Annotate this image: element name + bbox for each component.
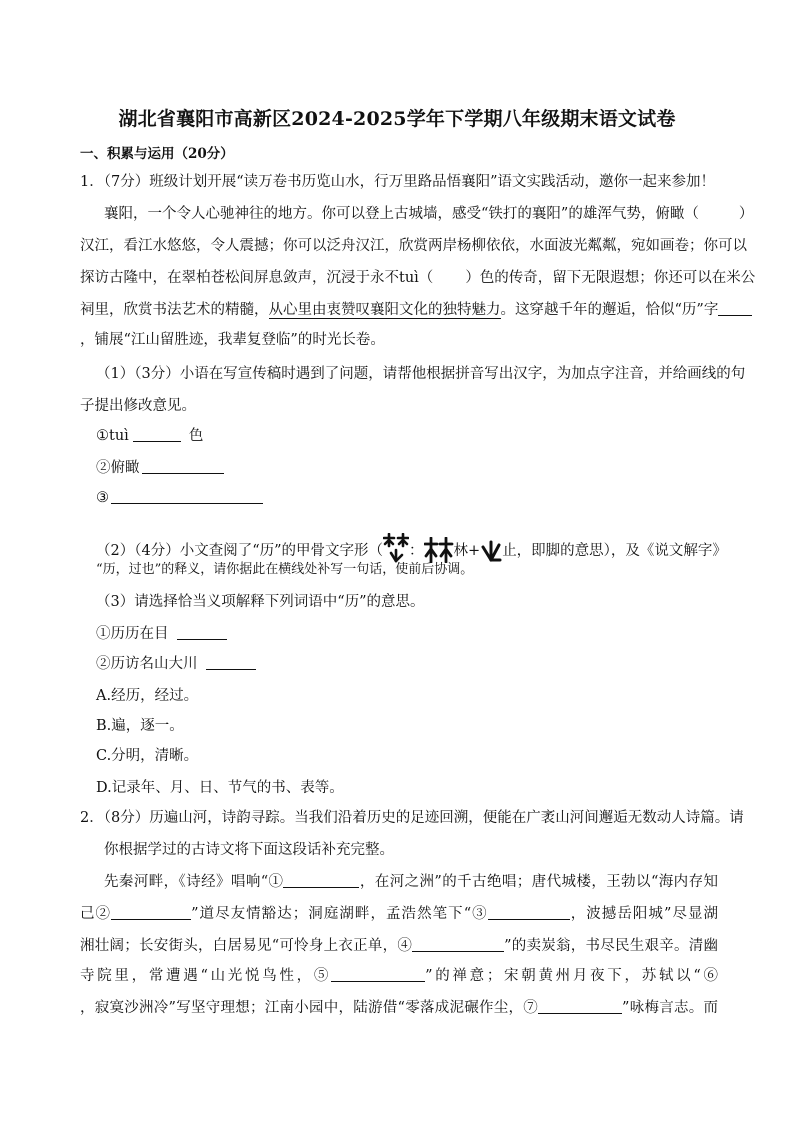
poem-text: 己②: [80, 906, 112, 922]
option-b: B.遍，逐一。: [96, 718, 184, 734]
question-2-header-cont: 你根据学过的古诗文将下面这段话补充完整。: [104, 842, 394, 858]
subquestion-1: （1）（3分）小语在写宣传稿时遇到了问题，请帮他根据拼音写出汉字，为加点字注音，并给画线的句: [96, 366, 746, 382]
subquestion-3: （3）请选择恰当义项解释下列词语中“历”的意思。: [96, 594, 425, 610]
poem-text: ”的卖炭翁，书尽民生艰辛。清幽: [504, 938, 718, 954]
answer-blank[interactable]: [111, 488, 263, 504]
passage-text: 探访古隆中，在翠柏苍松间屏息敛声，沉浸于永不tuì（: [80, 270, 434, 286]
poem-blank-1[interactable]: [283, 872, 359, 888]
subquestion-text: 止，即脚的意思），及《说文解字》: [502, 543, 727, 559]
poem-line-4: [80, 966, 718, 986]
question-2-header: 2．（8分）历遍山河，诗韵寻踪。当我们沿着历史的足迹回溯，便能在广袤山河间邂逅无数动人诗篇。请: [80, 810, 744, 826]
underlined-sentence: 从心里由衷赞叹襄阳文化的独特魅力: [268, 302, 501, 318]
poem-text: 先秦河畔，《诗经》唱响“①: [104, 874, 284, 890]
option-a: A.经历，经过。: [96, 688, 199, 704]
word-label: ①历历在目: [96, 626, 169, 642]
answer-item-2: [96, 458, 224, 478]
question-1-header: 1．（7分）班级计划开展“读万卷书历览山水，行万里路品悟襄阳”语文实践活动，邀你一起来参加！: [80, 174, 716, 190]
subquestion-2-cont: “历，过也”的释义，请你据此在横线处补写一句话，使前后协调。: [96, 562, 474, 577]
subquestion-text: ：: [409, 543, 424, 559]
option-c: C.分明，清晰。: [96, 748, 199, 764]
item-label: 色: [188, 428, 204, 444]
answer-blank[interactable]: [142, 458, 224, 474]
passage-text: 祠里，欣赏书法艺术的精髓，: [80, 302, 269, 318]
poem-text: ”道尽友情豁达；洞庭湖畔，孟浩然笔下“③: [191, 906, 488, 922]
passage-line-5: ，铺展“江山留胜迹，我辈复登临”的时光长卷。: [80, 332, 385, 348]
poem-line-1: [104, 872, 718, 892]
poem-text: 寺院里，常遭遇“山光悦鸟性，⑤: [80, 968, 332, 984]
answer-item-1: [96, 426, 203, 446]
subquestion-1-cont: 子提出修改意见。: [80, 398, 196, 414]
poem-text: ”咏梅言志。而: [622, 1000, 718, 1016]
answer-blank[interactable]: [133, 426, 181, 442]
poem-line-3: [80, 936, 718, 956]
word-label: ②历访名山大川: [96, 656, 198, 672]
passage-text: ）: [738, 206, 754, 222]
word-item-1: [96, 624, 227, 644]
poem-blank-4[interactable]: [412, 936, 504, 952]
passage-text: 襄阳，一个令人心驰神往的地方。你可以登上古城墙，感受“铁打的襄阳”的雄浑气势，俯瞰（: [104, 206, 699, 222]
poem-text: ，寂寞沙洲冷”写坚守理想；江南小园中，陆游借“零落成泥碾作尘，⑦: [80, 1000, 539, 1016]
passage-line-1: [104, 204, 754, 224]
poem-text: ，波撼岳阳城”尽显湖: [569, 906, 718, 922]
passage-line-4: [80, 300, 752, 320]
passage-line-2: 汉江，看江水悠悠，令人震撼；你可以泛舟汉江，欣赏两岸杨柳依依，水面波光粼粼，宛如画卷；你可以: [80, 238, 747, 254]
poem-text: ，在河之洲”的千古绝唱；唐代城楼，王勃以“海内存知: [359, 874, 718, 890]
answer-item-3: [96, 488, 263, 508]
section-heading: 一、积累与运用（20分）: [80, 146, 234, 162]
word-item-2: [96, 654, 256, 674]
poem-line-2: [80, 904, 718, 924]
passage-line-3: [80, 268, 756, 288]
subquestion-text: （2）（4分）小文查阅了“历”的甲骨文字形（: [96, 543, 384, 559]
item-label: ③: [96, 490, 109, 506]
poem-blank-5[interactable]: [331, 966, 425, 982]
poem-line-5: [80, 998, 718, 1018]
answer-blank[interactable]: [206, 654, 256, 670]
item-label: ①tuì: [96, 428, 129, 444]
poem-blank-7[interactable]: [538, 998, 622, 1014]
passage-text: 。这穿越千年的邂逅，恰似“历”字: [500, 302, 719, 318]
option-d: D.记录年、月、日、节气的书、表等。: [96, 780, 344, 796]
poem-text: ”的禅意；宋朝黄州月夜下，苏轼以“⑥: [425, 968, 718, 984]
passage-text: ）色的传奇，留下无限遐想；你还可以在米公: [465, 270, 756, 286]
fill-blank[interactable]: [718, 300, 752, 316]
item-label: ②俯瞰: [96, 460, 140, 476]
poem-blank-2[interactable]: [111, 904, 191, 920]
page-title: 湖北省襄阳市高新区2024-2025学年下学期八年级期末语文试卷: [118, 108, 676, 130]
answer-blank[interactable]: [177, 624, 227, 640]
poem-blank-3[interactable]: [488, 904, 570, 920]
poem-text: 湘壮阔；长安街头，白居易见“可怜身上衣正单，④: [80, 938, 413, 954]
subquestion-text: 林+: [453, 543, 481, 559]
oracle-bone-zhi-icon: [480, 539, 502, 569]
